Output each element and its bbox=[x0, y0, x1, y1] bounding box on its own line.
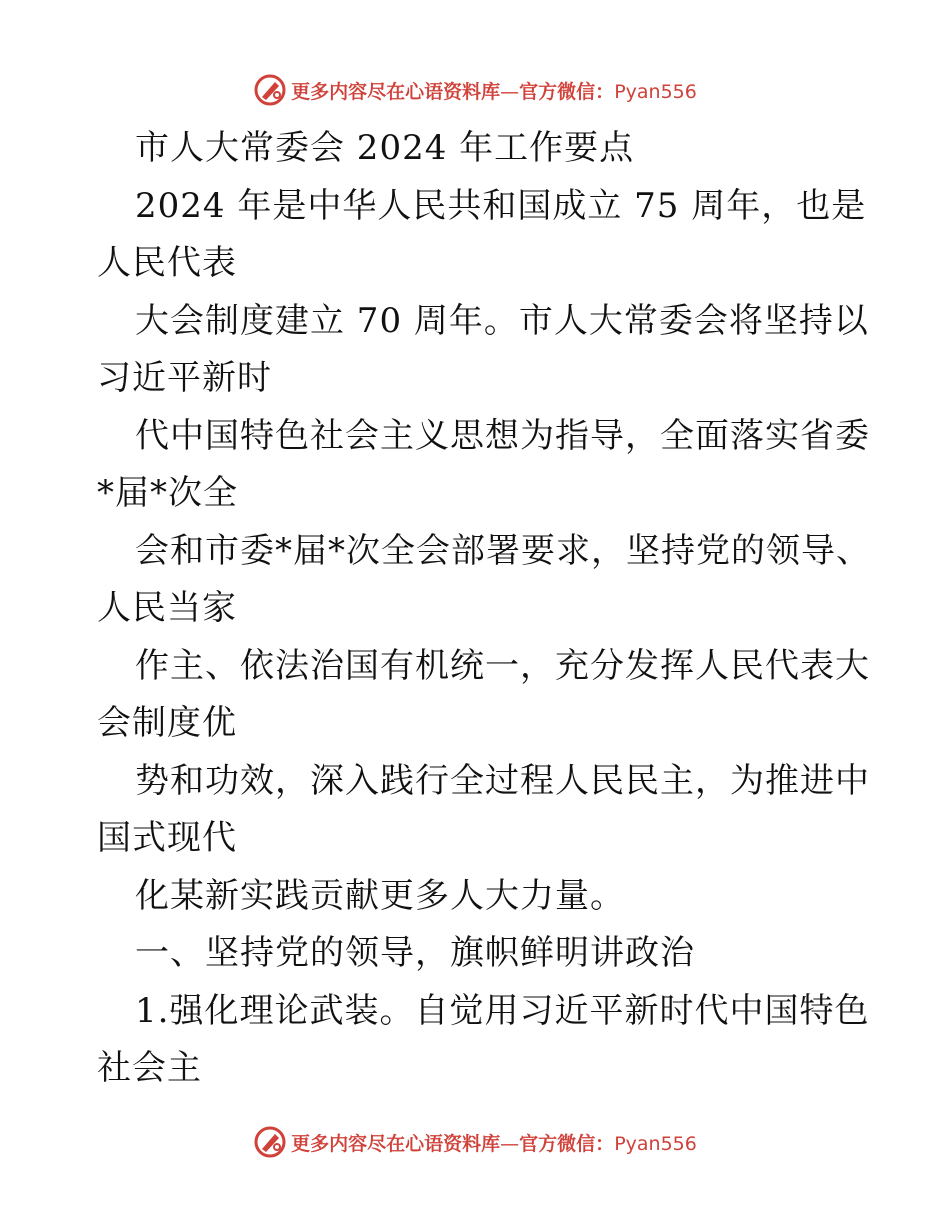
document-body bbox=[97, 120, 871, 1098]
footer-watermark bbox=[0, 1122, 950, 1162]
watermark-suffix: 官方微信： bbox=[519, 80, 615, 103]
header-watermark bbox=[0, 70, 950, 110]
paragraph-line: 习近平新时 bbox=[97, 358, 272, 398]
paragraph-line: 国式现代 bbox=[97, 818, 237, 858]
watermark-suffix: 官方微信： bbox=[519, 1132, 615, 1155]
watermark-dash: — bbox=[500, 1132, 520, 1155]
paragraph-line: 2024 年是中华人民共和国成立 75 周年，也是 bbox=[135, 185, 867, 226]
paragraph-line: 人民当家 bbox=[97, 588, 237, 628]
watermark-main: 更多内容尽在心语资料库 bbox=[291, 80, 501, 103]
paragraph-line: 代中国特色社会主义思想为指导，全面落实省委 bbox=[135, 415, 870, 456]
paragraph-line: 作主、依法治国有机统一，充分发挥人民代表大 bbox=[135, 645, 870, 686]
document-title: 市人大常委会 2024 年工作要点 bbox=[135, 128, 635, 168]
paragraph-line: 大会制度建立 70 周年。市人大常委会将坚持以 bbox=[135, 300, 869, 341]
paragraph-line: 社会主 bbox=[97, 1048, 202, 1088]
seal-logo-icon bbox=[253, 73, 287, 107]
watermark-main: 更多内容尽在心语资料库 bbox=[291, 1132, 501, 1155]
watermark-account: Pyan556 bbox=[614, 1132, 697, 1155]
watermark-text bbox=[291, 1129, 697, 1156]
watermark-account: Pyan556 bbox=[614, 80, 697, 103]
paragraph-line: 会制度优 bbox=[97, 703, 237, 743]
section-heading: 一、坚持党的领导，旗帜鲜明讲政治 bbox=[135, 933, 695, 973]
seal-logo-icon bbox=[253, 1125, 287, 1159]
paragraph-line: *届*次全 bbox=[97, 473, 238, 513]
paragraph-line: 会和市委*届*次全会部署要求，坚持党的领导、 bbox=[135, 530, 871, 571]
paragraph-line: 人民代表 bbox=[97, 243, 237, 283]
watermark-dash: — bbox=[500, 80, 520, 103]
paragraph-line: 化某新实践贡献更多人大力量。 bbox=[135, 875, 625, 916]
paragraph-line: 1.强化理论武装。自觉用习近平新时代中国特色 bbox=[135, 990, 870, 1031]
watermark-text bbox=[291, 77, 697, 104]
paragraph-line: 势和功效，深入践行全过程人民民主，为推进中 bbox=[135, 760, 870, 801]
